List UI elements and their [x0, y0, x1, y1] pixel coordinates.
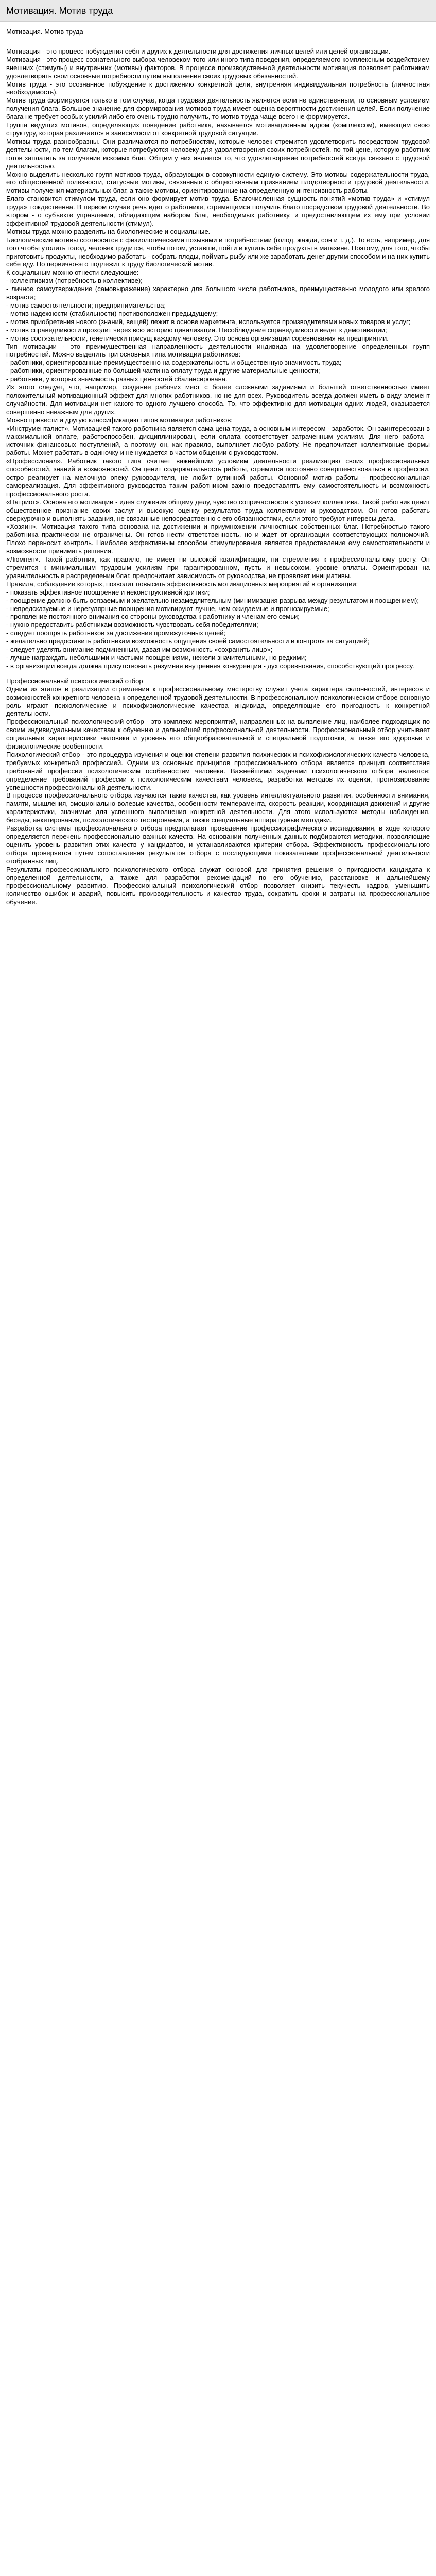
- paragraph: - мотив надежности (стабильности) противоположен предыдущему;: [6, 309, 218, 317]
- paragraph: - работники, у которых значимость разных ценностей сбалансирована.: [6, 375, 228, 383]
- paragraph: Профессиональный психологический отбор - это комплекс мероприятий, направленных на выявление лиц, наиболее подходящих по своим индивидуальным качествам к обучению и дальнейшей профессиональной деятельности. Профессиональный отбор учитывает социальные характеристики человека и уровень его общеобразовательной и специальной подготовки, а также его здоровье и физиологические особенности.: [6, 718, 430, 751]
- document-section-2: [6, 677, 430, 906]
- document-subtitle: Мотивация. Мотив труда: [6, 28, 83, 36]
- paragraph: Можно выделить несколько групп мотивов труда, образующих в совокупности единую систему. Это мотивы содержательности труда, его общественной полезности, статусные мотивы, связанные с общественным признанием плодотворности трудовой деятельности, мотивы получения материальных благ, а также мотивы, ориентированные на определенную интенсивность работы.: [6, 170, 430, 195]
- paragraph: Тип мотивации - это преимущественная направленность деятельности индивида на удовлетворение определенных групп потребностей. Можно выделить три основных типа мотивации работников:: [6, 342, 430, 359]
- paragraph: - непредсказуемые и нерегулярные поощрения мотивируют лучше, чем ожидаемые и прогнозируемые;: [6, 604, 329, 613]
- paragraph: «Хозяин». Мотивация такого типа основана на достижении и приумножении личностных собственных благ. Потребностью такого работника практически не ограничены. Он готов нести ответственность, но и ждет от организации соответствующих полномочий. Плохо переносит контроль. Наиболее эффективным способом стимулирования является предоставление ему самостоятельности и возможности принимать решения.: [6, 522, 430, 555]
- page-title: Мотивация. Мотив труда: [0, 0, 436, 22]
- paragraph: - мотив самостоятельности; предпринимательства;: [6, 301, 166, 309]
- paragraph: - мотив приобретения нового (знаний, вещей) лежит в основе маркетинга, используется производителями новых товаров и услуг;: [6, 317, 411, 326]
- content: [0, 22, 436, 912]
- paragraph: Мотив труда формируется только в том случае, когда трудовая деятельность является если не единственным, то основным условием получения блага. Большое значение для формирования мотивов труда имеет оценка вероятности достижения целей. Если получение блага не требует особых усилий либо его очень трудно получить, то мотив труда чаще всего не формируется.: [6, 96, 430, 121]
- paragraph: Разработка системы профессионального отбора предполагает проведение профессиографического исследования, в ходе которого определяется перечень профессионально важных качеств. На основании полученных данных подбираются методики, позволяющие оценить уровень развития этих качеств у кандидатов, и устанавливаются критерии отбора. Эффективность профессионального отбора проверяется путем сопоставления результатов отбора с последующими показателями профессиональной деятельности отобранных лиц.: [6, 824, 430, 865]
- paragraph: - следует уделять внимание подчиненным, давая им возможность «сохранить лицо»;: [6, 646, 273, 654]
- paragraph: - личное самоутверждение (самовыражение) характерно для большого числа работников, преимущественно молодого или зрелого возраста;: [6, 285, 430, 301]
- paragraph: - желательно предоставить работникам возможность ощущения своей самостоятельности и контроля за ситуацией;: [6, 637, 370, 646]
- paragraph: Мотивация - это процесс побуждения себя и других к деятельности для достижения личных целей или целей организации.: [6, 47, 391, 55]
- paragraph: Психологический отбор - это процедура изучения и оценки степени развития психических и психофизиологических качеств человека, требуемых конкретной профессией. Одним из основных принципов профессионального отбора является принцип соответствия требований профессии психологическим особенностям человека. Важнейшими задачами психологического отбора являются: определение требований профессии к психологическим качествам человека, разработка методов их оценки, прогнозирование успешности профессиональной деятельности.: [6, 750, 430, 791]
- document-body: [6, 47, 430, 670]
- paragraph: - показать эффективное поощрение и неконструктивной критики;: [6, 588, 210, 596]
- paragraph: - поощрение должно быть осязаемым и желательно незамедлительным (минимизация разрыва между результатом и поощрением);: [6, 596, 419, 604]
- paragraph: - в организации всегда должна присутствовать разумная внутренняя конкуренция - дух соревнования, способствующий прогрессу.: [6, 662, 414, 670]
- paragraph: - работники, ориентированные по большей части на оплату труда и другие материальные ценности;: [6, 367, 320, 375]
- paragraph: Группа ведущих мотивов, определяющих поведение работника, называется мотивационным ядром (комплексом), имеющим свою структуру, которая различается в зависимости от конкретной трудовой ситуации.: [6, 121, 430, 137]
- paragraph: «Профессионал». Работник такого типа считает важнейшим условием деятельности реализацию своих профессиональных способностей, знаний и возможностей. Он ценит содержательность работы, стремится постоянно совершенствоваться в профессии, остро реагирует на мелочную опеку руководителя, не любит рутинной работы. Основной мотив работы - профессиональная самореализация. Для эффективного руководства таким работником важно предоставлять ему самостоятельность и возможность профессионального роста.: [6, 457, 430, 498]
- section-heading: Профессиональный психологический отбор: [6, 676, 143, 685]
- page: [0, 0, 436, 912]
- paragraph: - проявление постоянного внимания со стороны руководства к работнику и членам его семьи;: [6, 613, 300, 621]
- paragraph: Благо становится стимулом труда, если оно формирует мотив труда. Благочисленная сущность понятий «мотив труда» и «стимул труда» тождественна. В первом случае речь идет о работнике, стремящемся получить благо посредством трудовой деятельности. Во втором - о субъекте управления, обладающем набором благ, необходимых работнику, и предоставляющем их ему при условии эффективной трудовой деятельности (стимул).: [6, 195, 430, 227]
- paragraph: Мотивация - это процесс сознательного выбора человеком того или иного типа поведения, определяемого комплексным воздействием внешних (стимулы) и внутренних (мотивы) факторов. В процессе производственной деятельности мотивация позволяет работникам удовлетворять свои основные потребности путем выполнения своих трудовых обязанностей.: [6, 55, 430, 80]
- paragraph: Мотив труда - это осознанное побуждение к достижению конкретной цели, внутренняя индивидуальная потребность (личностная необходимость).: [6, 80, 430, 96]
- paragraph: - мотив состязательности, генетически присущ каждому человеку. Это основа организации соревнования на предприятии.: [6, 334, 389, 342]
- paragraph: «Инструменталист». Мотивацией такого работника является сама цена труда, а основным интересом - заработок. Он заинтересован в максимальной оплате, работоспособен, дисциплинирован, если оплата соответствует затраченным усилиям. Для него работа - источник финансовых поступлений, а поэтому он, как правило, выполняет любую работу. Не предпочитает коллективные формы работы. Может работать в одиночку и не нуждается в частом общении с руководством.: [6, 424, 430, 457]
- paragraph: Мотивы труда можно разделить на биологические и социальные.: [6, 227, 211, 235]
- paragraph: Из этого следует, что, например, создание рабочих мест с более сложными заданиями и большей ответственностью имеет положительный мотивационный эффект для многих работников, но не для всех. Руководитель всегда должен иметь в виду элемент случайности. Для мотивации нет какого-то одного лучшего способа. То, что эффективно для мотивации одних людей, оказывается совершенно неважным для других.: [6, 383, 430, 416]
- paragraph: Можно привести и другую классификацию типов мотивации работников:: [6, 416, 233, 424]
- paragraph: - лучше награждать небольшими и частыми поощрениями, нежели значительными, но редкими;: [6, 653, 307, 662]
- paragraph: Мотивы труда разнообразны. Они различаются по потребностям, которые человек стремится удовлетворить посредством трудовой деятельности, по тем благам, которые потребуются человеку для удовлетворения своих потребностей, по той цене, которую работник готов заплатить за получение искомых благ. Общим у них является то, что удовлетворение потребностей всегда связано с трудовой деятельностью.: [6, 137, 430, 170]
- paragraph: Одним из этапов в реализации стремления к профессиональному мастерству служит учета характера склонностей, интересов и возможностей конкретного человека к определенной трудовой деятельности. В профессиональном психологическом отборе основную роль играют психологические и психофизиологические качества индивида, определяющие его пригодность к конкретной деятельности.: [6, 685, 430, 718]
- paragraph: - следует поощрять работников за достижение промежуточных целей;: [6, 629, 226, 637]
- paragraph: Биологические мотивы соотносятся с физиологическими позывами и потребностями (голод, жажда, сон и т. д.). То есть, например, для того чтобы утолить голод, человек трудится, чтобы потом, уставши, пойти и купить себе продукты в магазине. Поэтому, для того, чтобы приготовить продукты, необходимо работать - собрать плоды, поймать рыбу или же заработать денег другим способом и на них купить себе еду. Но первично-это подлежит к труду биологический мотив.: [6, 235, 430, 268]
- paragraph: - нужно предоставить работникам возможность чувствовать себя победителями;: [6, 621, 258, 629]
- paragraph: Правила, соблюдение которых, позволит повысить эффективность мотивационных мероприятий в организации:: [6, 580, 358, 588]
- paragraph: - коллективизм (потребность в коллективе);: [6, 277, 143, 285]
- paragraph: «Патриот». Основа его мотивации - идея служения общему делу, чувство сопричастности к успехам коллектива. Такой работник ценит общественное признание своих заслуг и высокую оценку результатов труда коллективом и руководством. Он готов работать сверхурочно и выполнять задания, не связанные непосредственно с его обязанностями, если этого требуют интересы дела.: [6, 498, 430, 522]
- paragraph: «Люмпен». Такой работник, как правило, не имеет ни высокой квалификации, ни стремления к профессиональному росту. Он стремится к минимальным трудовым усилиям при гарантированном, пусть и невысоком, уровне оплаты. Ориентирован на уравнительность в распределении благ, предпочитает зависимость от руководства, не проявляет инициативы.: [6, 555, 430, 580]
- paragraph: - мотив справедливости проходит через всю историю цивилизации. Несоблюдение справедливости ведет к демотивации;: [6, 326, 387, 334]
- paragraph: - работники, ориентированные преимущественно на содержательность и общественную значимость труда;: [6, 359, 342, 367]
- paragraph: К социальным можно отнести следующие:: [6, 268, 139, 277]
- paragraph: В процессе профессионального отбора изучаются такие качества, как уровень интеллектуального развития, особенности внимания, памяти, мышления, эмоционально-волевые качества, особенности темперамента, скорость реакции, координация движений и другие характеристики, значимые для успешного выполнения конкретной деятельности. Для этого используются методы наблюдения, беседы, анкетирования, психологического тестирования, а также специальные аппаратурные методики.: [6, 791, 430, 824]
- paragraph: Результаты профессионального психологического отбора служат основой для принятия решения о пригодности кандидата к определенной деятельности, а также для разработки рекомендаций по его обучению, расстановке и дальнейшему профессиональному развитию. Профессиональный психологический отбор позволяет снизить текучесть кадров, уменьшить количество ошибок и аварий, повысить производительность и качество труда, сократить сроки и затраты на профессиональное обучение.: [6, 865, 430, 906]
